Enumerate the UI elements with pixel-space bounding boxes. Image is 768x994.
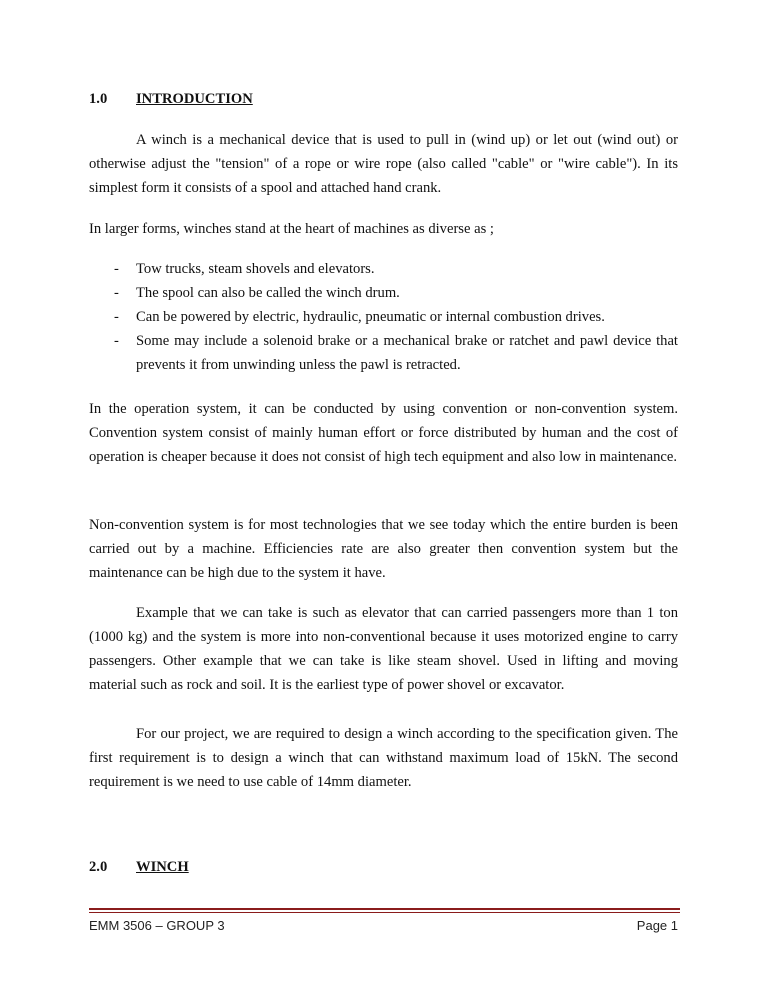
footer-left-text: EMM 3506 – GROUP 3	[89, 918, 225, 933]
section-title: INTRODUCTION	[136, 91, 253, 107]
section-number: 1.0	[89, 91, 108, 107]
paragraph-operation-system: In the operation system, it can be conducted by using convention or non-convention system. Convention system consist of mainly human effort or force distributed by human and the cost of operation is cheaper because it does not consist of high tech equipment and also low in maintenance.	[89, 401, 678, 465]
section-heading-winch	[89, 859, 189, 876]
footer-rule	[89, 908, 680, 910]
paragraph-non-convention: Non-convention system is for most technologies that we see today which the entire burden is been carried out by a machine. Efficiencies rate are also greater then convention system but the maintenance can be high due to the system it have.	[89, 517, 678, 581]
bullet-dash: -	[114, 333, 119, 349]
bullet-dash: -	[114, 309, 119, 325]
list-item: - The spool can also be called the winch drum.	[89, 281, 678, 305]
paragraph-winch-definition: A winch is a mechanical device that is used to pull in (wind up) or let out (wind out) or otherwise adjust the "tension" of a rope or wire rope (also called "cable" or "wire cable"). In its simplest form it consists of a spool and attached hand crank.	[89, 132, 678, 196]
bullet-dash: -	[114, 261, 119, 277]
list-item: - Can be powered by electric, hydraulic, pneumatic or internal combustion drives.	[89, 305, 678, 329]
footer-rule-thin	[89, 912, 680, 913]
paragraph-project-requirements: For our project, we are required to design a winch according to the specification given. The first requirement is to design a winch that can withstand maximum load of 15kN. The second requirement is we need to use cable of 14mm diameter.	[89, 726, 678, 790]
bullet-list	[89, 257, 678, 377]
paragraph-example: Example that we can take is such as elevator that can carried passengers more than 1 ton (1000 kg) and the system is more into non-conventional because it uses motorized engine to carry passengers. Other example that we can take is like steam shovel. Used in lifting and moving material such as rock and soil. It is the earliest type of power shovel or excavator.	[89, 605, 678, 693]
bullet-dash: -	[114, 285, 119, 301]
list-item: - Some may include a solenoid brake or a mechanical brake or ratchet and pawl device that prevents it from unwinding unless the pawl is retracted.	[89, 329, 678, 377]
section-number: 2.0	[89, 859, 108, 875]
section-title: WINCH	[136, 859, 189, 875]
section-heading-introduction	[89, 91, 253, 108]
page-number: Page 1	[636, 918, 678, 933]
paragraph-larger-forms: In larger forms, winches stand at the heart of machines as diverse as ;	[89, 221, 494, 237]
list-item: - Tow trucks, steam shovels and elevators.	[89, 257, 678, 281]
